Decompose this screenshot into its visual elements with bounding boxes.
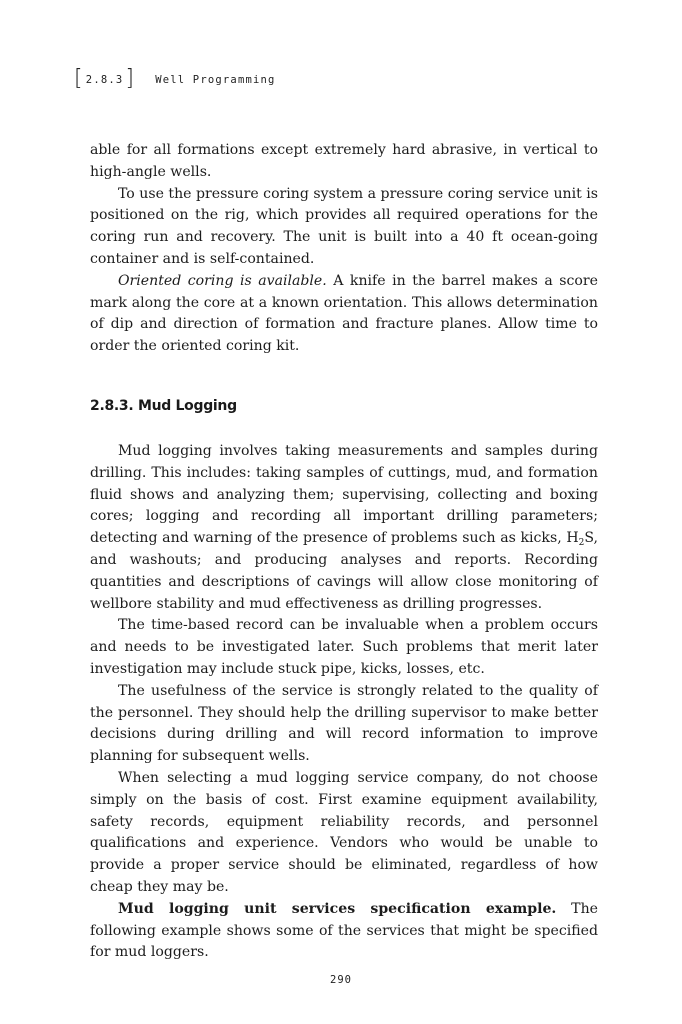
paragraph-pressure-coring: To use the pressure coring system a pressure coring service unit is positioned on the rig, which provides all required operations for the coring run and recovery. The unit is built into a 40 ft ocean-going container and is self-contained. <box>90 185 598 267</box>
paragraph-spec-example <box>90 899 598 964</box>
spec-example-body: The following example shows some of the services that might be specified for mud loggers. <box>90 900 598 961</box>
header-section-number: 2.8.3 <box>85 74 124 86</box>
header-title: Well Programming <box>155 74 276 86</box>
main-text-block <box>90 441 598 964</box>
paragraph-selecting-company: When selecting a mud logging service company, do not choose simply on the basis of cost. First examine equipment availability, safety records, equipment reliability records, and personnel qualifications and experience. Vendors who would be unable to provide a proper service should be eliminated, regardless of how cheap they may be. <box>90 769 598 895</box>
paragraph-continuation: able for all formations except extremely hard abrasive, in vertical to high-angle wells. <box>90 142 598 180</box>
spec-example-lead: Mud logging unit services specification example. <box>118 900 557 917</box>
subscript-two: 2 <box>578 538 585 549</box>
intro-text-a: Mud logging involves taking measurements and samples during drilling. This includes: taking samples of cuttings, mud, and formation fluid shows and analyzing them; supervising, collecting and boxing cores; logging and recording all important drilling parameters; detecting and warning of the presence of problems such as kicks, H <box>90 443 598 547</box>
paragraph-usefulness: The usefulness of the service is strongly related to the quality of the personnel. They should help the drilling supervisor to make better decisions during drilling and will record information to improve planning for subsequent wells. <box>90 682 598 765</box>
header-bracket-open: [ <box>74 66 84 91</box>
running-head <box>74 66 276 94</box>
paragraph-mud-logging-intro <box>90 441 598 615</box>
oriented-coring-lead: Oriented coring is available. <box>118 272 327 289</box>
top-text-block <box>90 140 598 358</box>
page-number: 290 <box>330 974 352 986</box>
oriented-coring-body: A knife in the barrel makes a score mark along the core at a known orientation. This allows determination of dip and direction of formation and fracture planes. Allow time to order the oriented coring kit. <box>90 272 598 355</box>
section-heading: 2.8.3. Mud Logging <box>90 398 237 414</box>
paragraph-oriented-coring <box>90 271 598 358</box>
intro-text-b: S, and washouts; and producing analyses and reports. Recording quantities and descriptions of cavings will allow close monitoring of wellbore stability and mud effectiveness as drilling progresses. <box>90 530 598 612</box>
header-bracket-close: ] <box>125 66 136 91</box>
paragraph-time-based-record: The time-based record can be invaluable when a problem occurs and needs to be investigated later. Such problems that merit later investigation may include stuck pipe, kicks, losses, etc. <box>90 617 598 677</box>
